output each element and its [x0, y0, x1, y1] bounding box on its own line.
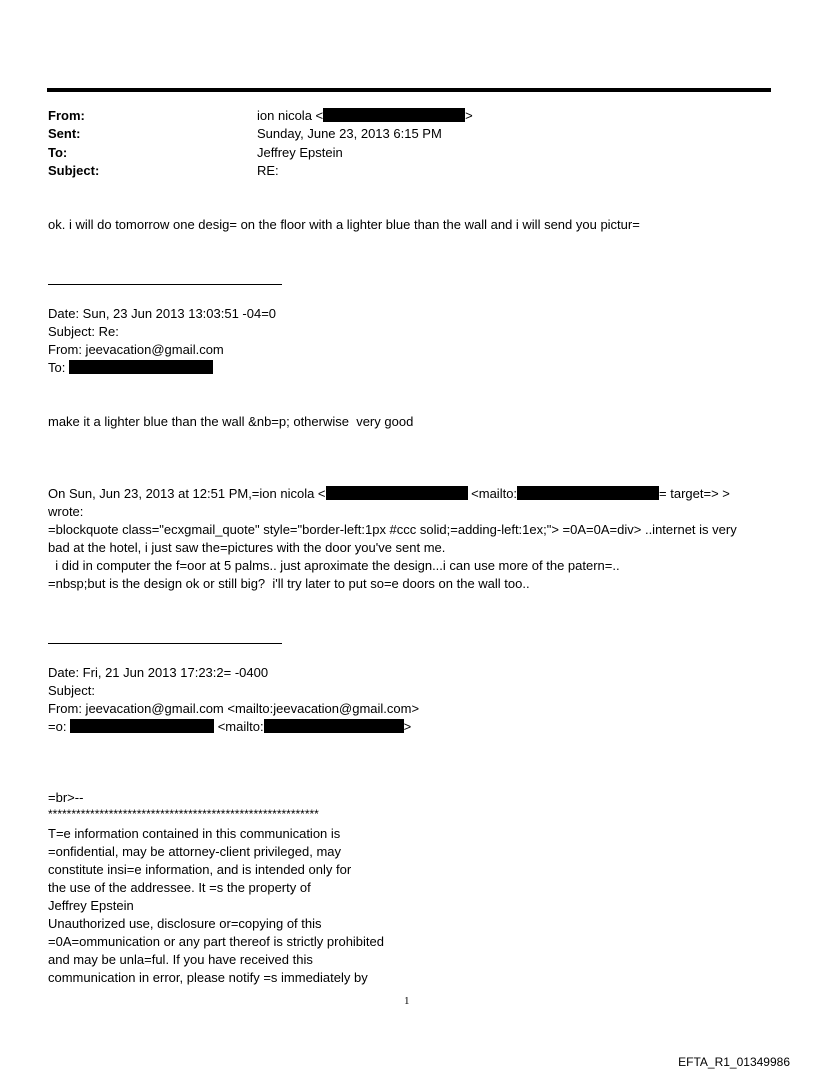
disclaimer-line: T=e information contained in this communication is [48, 826, 341, 841]
disclaimer-br: =br>-- [48, 790, 84, 805]
quote3-to [48, 718, 411, 736]
body-message: ok. i will do tomorrow one desig= on the floor with a lighter blue than the wall and i will send you pictur= [48, 217, 640, 232]
sent-value: Sunday, June 23, 2013 6:15 PM [257, 126, 442, 141]
quote2-on-prefix: On Sun, Jun 23, 2013 at 12:51 PM,=ion nicola < [48, 486, 326, 501]
from-value-suffix: > [465, 108, 473, 123]
sent-label: Sent: [48, 126, 81, 141]
redaction-box [517, 486, 659, 500]
quote3-to-prefix: =o: [48, 719, 67, 734]
disclaimer-line: the use of the addressee. It =s the property of [48, 880, 311, 895]
quote2-wrote: wrote: [48, 504, 84, 519]
redaction-box [69, 360, 213, 374]
quote2-line4: =nbsp;but is the design ok or still big? i'll try later to put so=e doors on the wall too.. [48, 576, 530, 591]
quote3-to-suffix: > [403, 719, 412, 734]
quote3-from: From: jeevacation@gmail.com <mailto:jeevacation@gmail.com> [48, 701, 420, 716]
quote1-subject: Subject: Re: [48, 324, 119, 339]
disclaimer-line: =onfidential, may be attorney-client privileged, may [48, 844, 342, 859]
quote-divider [48, 643, 282, 644]
disclaimer-line: and may be unla=ful. If you have received this [48, 952, 313, 967]
quote2-line2: bad at the hotel, i just saw the=pictures with the door you've sent me. [48, 540, 446, 555]
redaction-box [264, 719, 404, 733]
disclaimer-line: =0A=ommunication or any part thereof is strictly prohibited [48, 934, 385, 949]
subject-label: Subject: [48, 163, 100, 178]
quote-divider [48, 284, 282, 285]
disclaimer-line: Unauthorized use, disclosure or=copying of this [48, 916, 322, 931]
page-number: 1 [404, 995, 410, 1007]
quote1-to-label: To: [48, 360, 66, 375]
disclaimer-line: constitute insi=e information, and is intended only for [48, 862, 352, 877]
quote1-date: Date: Sun, 23 Jun 2013 13:03:51 -04=0 [48, 306, 277, 321]
quote2-target: = target=> > [659, 486, 730, 501]
body-reply: make it a lighter blue than the wall &nb=p; otherwise very good [48, 414, 414, 429]
quote1-to [48, 359, 213, 377]
bates-number: EFTA_R1_01349986 [678, 1055, 790, 1069]
quote3-date: Date: Fri, 21 Jun 2013 17:23:2= -0400 [48, 665, 269, 680]
quote1-from: From: jeevacation@gmail.com [48, 342, 224, 357]
quote2-line3: i did in computer the f=oor at 5 palms.. just aproximate the design...i can use more of the patern=.. [48, 558, 620, 573]
header-divider [47, 88, 771, 92]
from-label: From: [48, 108, 85, 123]
quote3-mailto: <mailto: [217, 719, 264, 734]
redaction-box [323, 108, 465, 122]
quote2-on-line [48, 485, 730, 503]
from-value [257, 107, 473, 125]
quote2-mailto: <mailto: [471, 486, 518, 501]
to-label: To: [48, 145, 68, 160]
redaction-box [326, 486, 468, 500]
disclaimer-line: communication in error, please notify =s immediately by [48, 970, 368, 985]
disclaimer-stars: ********************************************************** [48, 807, 319, 821]
subject-value: RE: [257, 163, 279, 178]
to-value: Jeffrey Epstein [257, 145, 343, 160]
redaction-box [70, 719, 214, 733]
from-value-prefix: ion nicola < [257, 108, 324, 123]
disclaimer-line: Jeffrey Epstein [48, 898, 134, 913]
quote3-subject: Subject: [48, 683, 95, 698]
quote2-line1: =blockquote class="ecxgmail_quote" style="border-left:1px #ccc solid;=adding-left:1ex;"> =0A=0A=div> ..internet is very [48, 522, 737, 537]
